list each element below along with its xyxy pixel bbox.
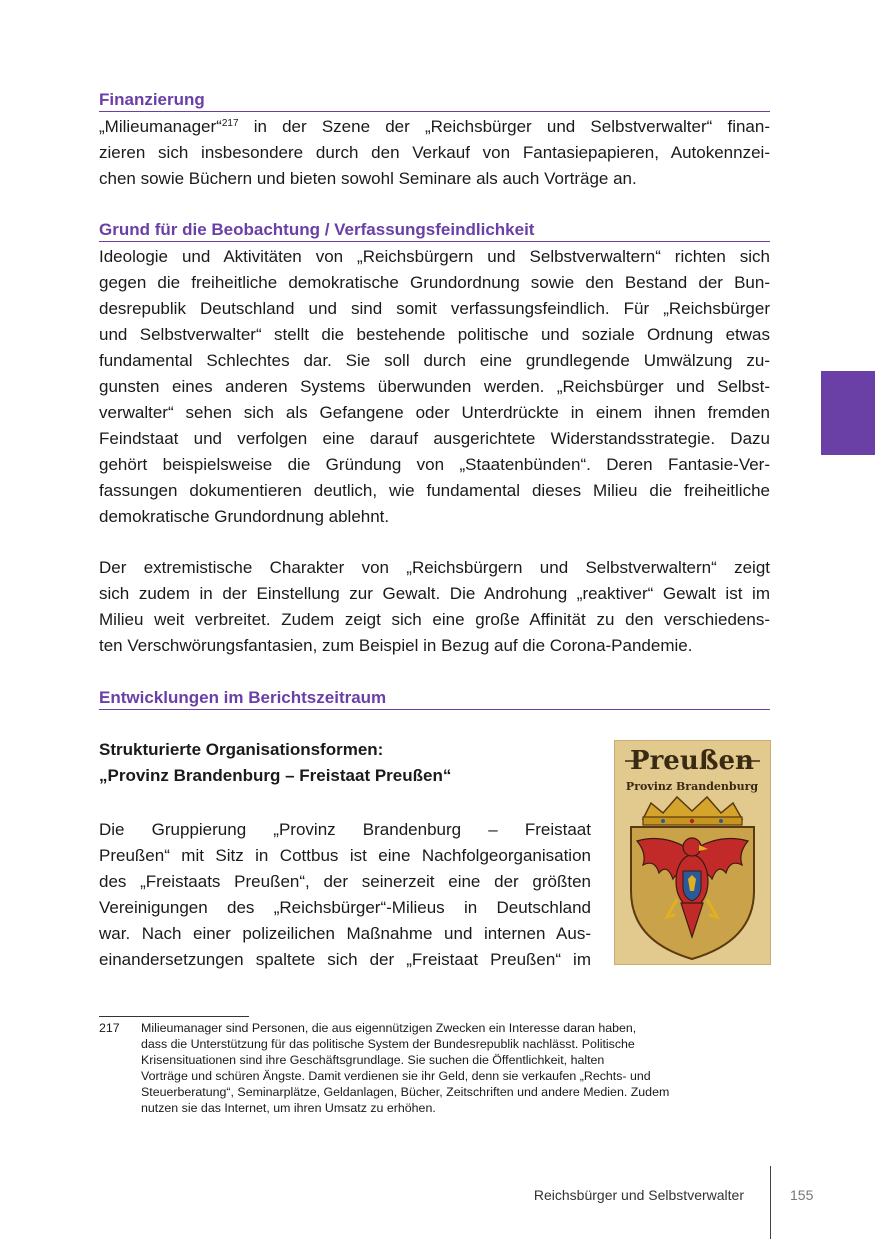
footer-chapter-title: Reichsbürger und Selbstverwalter bbox=[533, 1187, 744, 1203]
subheading-line: „Provinz Brandenburg – Freistaat Preußen“ bbox=[99, 766, 452, 785]
text-line: desrepublik Deutschland und sind somit verfassungsfeindlich. Für „Reichsbürger bbox=[99, 299, 770, 318]
subheading-line: Strukturierte Organisationsformen: bbox=[99, 740, 384, 759]
text-line: Preußen“ mit Sitz in Cottbus ist eine Nachfolgeorganisation bbox=[99, 846, 591, 865]
text-line: Feindstaat und verfolgen eine darauf ausgerichtete Widerstandsstrategie. Dazu bbox=[99, 429, 770, 448]
image-title: Preußen bbox=[630, 746, 754, 776]
footnote-separator bbox=[99, 1016, 249, 1017]
text-line: zieren sich insbesondere durch den Verkauf von Fantasiepapieren, Autokennzei- bbox=[99, 143, 770, 162]
footnote-line: Krisensituationen sind ihre Geschäftsgrundlage. Sie suchen die Öffentlichkeit, halten bbox=[141, 1053, 605, 1067]
footnote-line: Vorträge und schüren Ängste. Damit verdienen sie ihr Geld, denn sie verkaufen „Rechts- und bbox=[141, 1069, 651, 1083]
text-line: „Milieumanager“$^{217}$ in der Szene der „Reichsbürger und Selbstverwalter“ finan- bbox=[99, 117, 770, 136]
text-line: fassungen dokumentieren deutlich, wie fundamental dieses Milieu die freiheitliche bbox=[99, 481, 770, 500]
text-line: Der extremistische Charakter von „Reichsbürgern und Selbstverwaltern“ zeigt bbox=[99, 558, 770, 577]
text-line: einandersetzungen spaltete sich der „Freistaat Preußen“ im bbox=[99, 950, 591, 969]
text-line: gehört beispielsweise die Gründung von „Staatenbünden“. Deren Fantasie-Ver- bbox=[99, 455, 770, 474]
footnote-line: Milieumanager sind Personen, die aus eigennützigen Zwecken ein Interesse daran haben, bbox=[141, 1021, 637, 1035]
text-line: und Selbstverwalter“ stellt die bestehende politische und soziale Ordnung etwas bbox=[99, 325, 770, 344]
footnote-line: nutzen sie das Internet, um ihren Umsatz zu erhöhen. bbox=[141, 1101, 436, 1115]
footnote-line: dass die Unterstützung für das politische System der Bundesrepublik nachlässt. Politische bbox=[141, 1037, 635, 1051]
brandenburg-eagle-icon bbox=[615, 741, 770, 964]
text-line: Die Gruppierung „Provinz Brandenburg – Freistaat bbox=[99, 820, 591, 839]
text-line: demokratische Grundordnung ablehnt. bbox=[99, 507, 390, 526]
footnote-ref: 217 bbox=[221, 118, 239, 129]
heading-developments: Entwicklungen im Berichtszeitraum bbox=[99, 688, 770, 710]
subheading-organisation bbox=[99, 737, 599, 789]
page-number: 155 bbox=[790, 1187, 814, 1203]
text-line: war. Nach einer polizeilichen Maßnahme und internen Aus- bbox=[99, 924, 591, 943]
heading-financing: Finanzierung bbox=[99, 90, 770, 112]
footer-separator bbox=[770, 1166, 771, 1239]
heading-reason: Grund für die Beobachtung / Verfassungsfeindlichkeit bbox=[99, 220, 770, 242]
preussen-coat-of-arms-image bbox=[614, 740, 771, 965]
text-line: fundamental Schlechtes dar. Sie soll durch eine grundlegende Umwälzung zu- bbox=[99, 351, 770, 370]
text-line: des „Freistaats Preußen“, der seinerzeit eine der größten bbox=[99, 872, 591, 891]
footnote-number: 217 bbox=[99, 1021, 120, 1035]
text-line: gunsten eines anderen Systems überwunden werden. „Reichsbürger und Selbst- bbox=[99, 377, 770, 396]
paragraph-reason-1 bbox=[99, 244, 770, 530]
image-subtitle: Provinz Brandenburg bbox=[625, 780, 759, 793]
text-line: chen sowie Büchern und bieten sowohl Seminare als auch Vorträge an. bbox=[99, 169, 637, 188]
chapter-side-tab bbox=[821, 371, 875, 455]
text-line: gegen die freiheitliche demokratische Grundordnung sowie den Bestand der Bun- bbox=[99, 273, 770, 292]
paragraph-reason-2 bbox=[99, 555, 770, 659]
text-line: Vereinigungen des „Reichsbürger“-Milieus in Deutschland bbox=[99, 898, 591, 917]
text-line: ten Verschwörungsfantasien, zum Beispiel in Bezug auf die Corona-Pandemie. bbox=[99, 636, 693, 655]
paragraph-financing bbox=[99, 114, 770, 192]
text-line: Milieu weit verbreitet. Zudem zeigt sich eine große Affinität zu den verschiedens- bbox=[99, 610, 770, 629]
paragraph-developments bbox=[99, 817, 591, 973]
footnote-line: Steuerberatung“, Seminarplätze, Geldanlagen, Bücher, Zeitschriften und andere Medien. Zudem bbox=[141, 1085, 670, 1099]
text-line: sich zudem in der Einstellung zur Gewalt. Die Androhung „reaktiver“ Gewalt ist im bbox=[99, 584, 770, 603]
text-line: Ideologie und Aktivitäten von „Reichsbürgern und Selbstverwaltern“ richten sich bbox=[99, 247, 770, 266]
footnote-text bbox=[141, 1020, 771, 1116]
text-line: verwalter“ sehen sich als Gefangene oder Unterdrückte in einem ihnen fremden bbox=[99, 403, 770, 422]
